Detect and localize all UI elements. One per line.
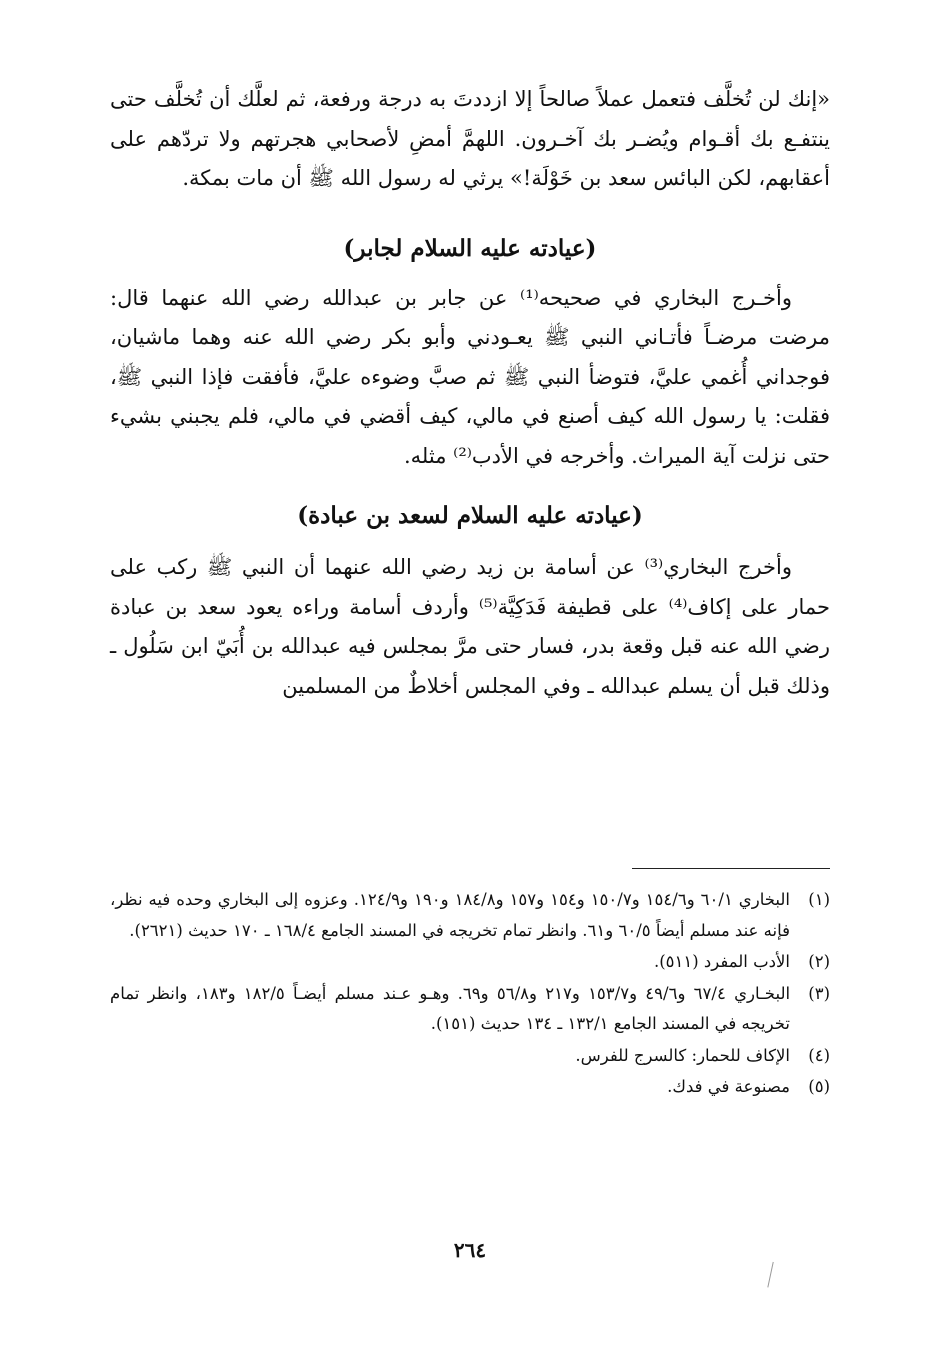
footnote-number: (٥) [808,1077,830,1096]
footnote-number: (١) [808,890,830,909]
footnote-item [110,1072,830,1103]
page-body [110,80,830,706]
paragraph-continuation: «إنك لن تُخلَّف فتعمل عملاً صالحاً إلا ازددتَ به درجة ورفعة، ثم لعلَّك أن تُخلَّف حتى ينتفـع بك أقـوام ويُضـر بك آخـرون. اللهمَّ أمضِ لأصحابي هجرتهم ولا تردّهم على أعقابهم، لكن البائس سعد بن خَوْلَة!» يرثي له رسول الله ﷺ أن مات بمكة. [110,87,830,190]
paragraph-jabir: وأخـرج البخاري في صحيحه⁽¹⁾ عن جابر بن عبدالله رضي الله عنهما قال: مرضت مرضـاً فأتـاني النبي ﷺ يعـودني وأبو بكر رضي الله عنه وهما ماشيان، فوجداني أُغمي عليَّ، فتوضأ النبي ﷺ ثم صبَّ وضوءه عليَّ، فأفقت فإذا النبي ﷺ، فقلت: يا رسول الله كيف أصنع في مالي، كيف أقضي في مالي، فلم يجبني بشيء حتى نزلت آية الميراث. وأخرجه في الأدب⁽²⁾ مثله. [110,285,830,468]
footnote-number: (٣) [808,983,830,1003]
footnote-text: البخاري ٦٠/١ و١٥٤/٦ و١٥٠/٧ و١٥٤ و١٥٧ و١٨٤/٨ و١٩٠ و١٢٤/٩. وعزوه إلى البخاري وحده فيه نظر، فإنه عند مسلم أيضاً ٦٠/٥ و٦١. وانظر تمام تخريجه في المسند الجامع ١٦٨/٤ ـ ١٧٠ حديث (٢٦٢١). [110,890,790,940]
paragraph-saad: وأخرج البخاري⁽³⁾ عن أسامة بن زيد رضي الله عنهما أن النبي ﷺ ركب على حمار على إكاف⁽⁴⁾ على قطيفة فَدَكِيَّة⁽⁵⁾ وأردف أسامة وراءه يعود سعد بن عبادة رضي الله عنه قبل وقعة بدر، فسار حتى مرَّ بمجلس فيه عبدالله بن أُبَيّ ابن سَلُول ـ وذلك قبل أن يسلم عبدالله ـ وفي المجلس أخلاطٌ من المسلمين [110,555,831,698]
section-heading-saad: (عيادته عليه السلام لسعد بن عبادة) [297,502,643,529]
footnote-text: مصنوعة في فدك. [667,1077,790,1096]
footnote-item [110,947,830,978]
section-heading-jabir: (عيادته عليه السلام لجابر) [343,234,597,262]
footnotes [110,885,830,1104]
footnote-separator [632,868,830,869]
footnote-number: (٢) [808,952,830,971]
footnote-text: الإكاف للحمار: كالسرج للفرس. [575,1045,790,1065]
page-number: ٢٦٤ [453,1238,487,1262]
footnote-number: (٤) [808,1045,830,1065]
footnote-text: الأدب المفرد (٥١١). [653,952,790,971]
stray-mark [767,1262,776,1288]
footnote-item [110,885,830,946]
footnote-item [110,979,830,1040]
footnote-item [110,1041,830,1072]
main-text [110,80,830,706]
footnote-text: البخـاري ٦٧/٤ و٤٩/٦ و١٥٣/٧ و٢١٧ و٥٦/٨ و٦٩. وهـو عـند مسلم أيضـاً ١٨٢/٥ و١٨٣، وانظر تمام تخريجه في المسند الجامع ١٣٢/١ ـ ١٣٤ حديث (١٥١). [110,983,791,1033]
